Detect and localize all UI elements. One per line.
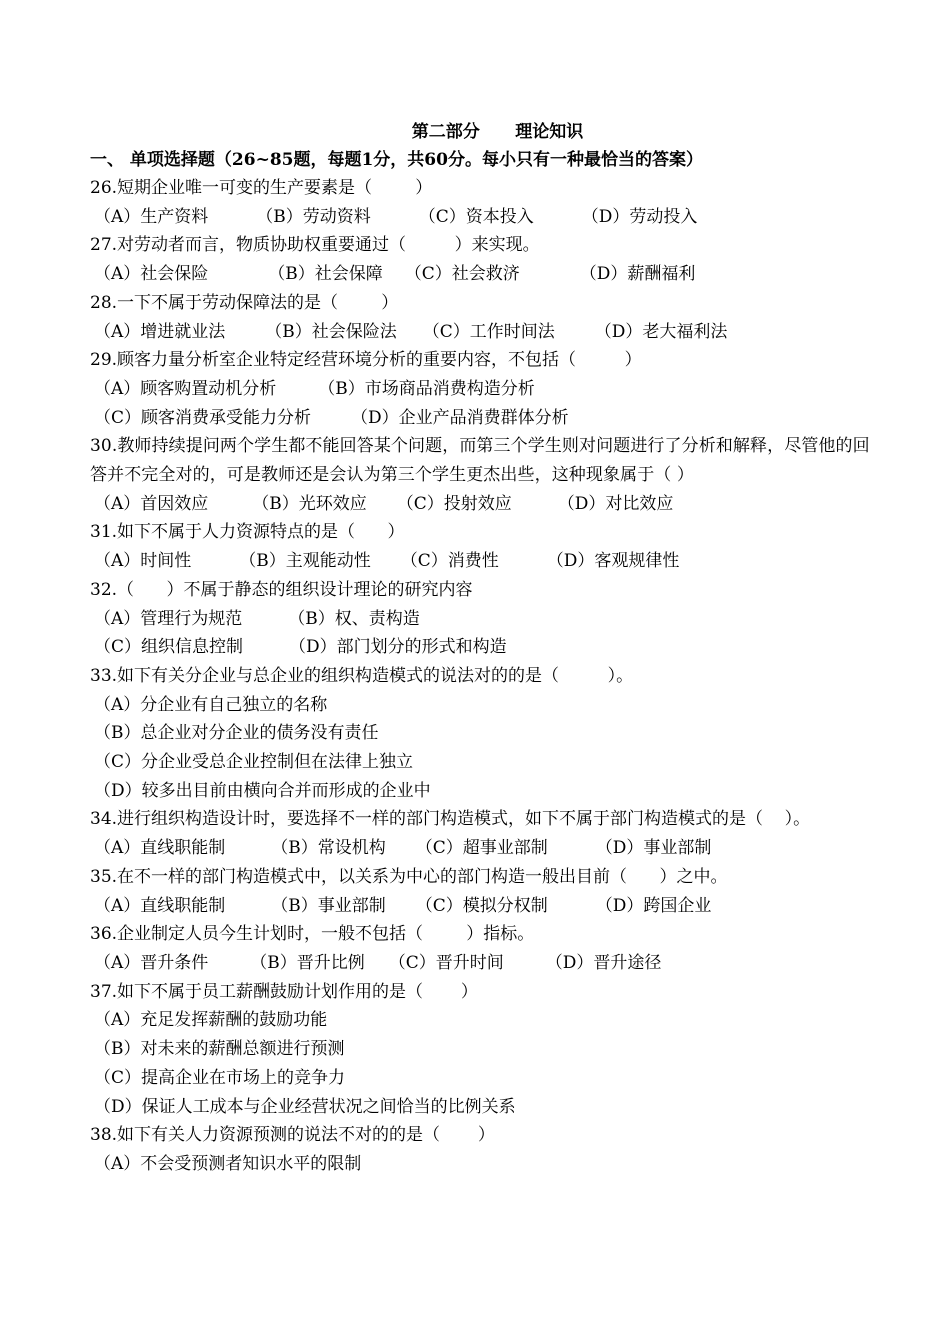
option-line xyxy=(94,892,880,921)
answer-option: （A）社会保险 xyxy=(94,264,209,285)
answer-option: （A）时间性 xyxy=(94,551,192,572)
answer-option: （D）较多出目前由横向合并而形成的企业中 xyxy=(94,780,431,801)
question-list xyxy=(90,174,880,1179)
answer-option: （B）社会保障 xyxy=(268,264,383,285)
question-item xyxy=(90,518,880,575)
answer-option: （B）权、责构造 xyxy=(288,608,420,629)
option-line xyxy=(94,1093,880,1122)
question-item xyxy=(90,231,880,288)
option-line xyxy=(94,605,880,634)
question-text: 28.一下不属于劳动保障法的是（ ） xyxy=(90,292,399,313)
answer-option: （D）客观规律性 xyxy=(546,551,680,572)
answer-option: （C）社会救济 xyxy=(404,264,520,285)
answer-option: （D）保证人工成本与企业经营状况之间恰当的比例关系 xyxy=(94,1096,516,1117)
answer-option: （C）分企业受总企业控制但在法律上独立 xyxy=(94,752,414,773)
answer-option: （C）资本投入 xyxy=(418,206,534,227)
option-line xyxy=(94,260,880,289)
option-line xyxy=(94,834,880,863)
question-text: 36.企业制定人员今生计划时，一般不包括（ ）指标。 xyxy=(90,924,535,945)
question-item xyxy=(90,289,880,346)
question-item xyxy=(90,863,880,920)
question-item xyxy=(90,1121,880,1178)
answer-option: （C）晋升时间 xyxy=(388,952,504,973)
question-text: 35.在不一样的部门构造模式中，以关系为中心的部门构造一般出目前（ ）之中。 xyxy=(90,866,728,887)
answer-option: （B）主观能动性 xyxy=(239,551,371,572)
answer-option: （A）管理行为规范 xyxy=(94,608,243,629)
option-line xyxy=(94,719,880,748)
answer-option: （B）社会保险法 xyxy=(265,321,397,342)
question-text: 27.对劳动者而言，物质协助权重要通过（ ）来实现。 xyxy=(90,235,540,256)
question-text: 37.如下不属于员工薪酬鼓励计划作用的是（ ） xyxy=(90,981,478,1002)
question-item xyxy=(90,978,880,1122)
answer-option: （D）晋升途径 xyxy=(545,952,662,973)
question-text: 32.（ ）不属于静态的组织设计理论的研究内容 xyxy=(90,579,473,600)
option-line xyxy=(94,1150,880,1179)
question-item xyxy=(90,174,880,231)
question-item xyxy=(90,920,880,977)
question-text: 30.教师持续提问两个学生都不能回答某个问题，而第三个学生则对问题进行了分析和解释，尽管他的回答并不完全对的，可是教师还是会认为第三个学生更杰出些，这种现象属于（ ） xyxy=(90,436,870,486)
option-line xyxy=(94,203,880,232)
answer-option: （C）组织信息控制 xyxy=(94,637,244,658)
answer-option: （D）对比效应 xyxy=(557,493,674,514)
answer-option: （C）投射效应 xyxy=(396,493,512,514)
option-line xyxy=(94,777,880,806)
answer-option: （C）顾客消费承受能力分析 xyxy=(94,407,312,428)
answer-option: （D）老大福利法 xyxy=(594,321,728,342)
option-line xyxy=(94,318,880,347)
answer-option: （B）总企业对分企业的债务没有责任 xyxy=(94,723,379,744)
answer-option: （A）直线职能制 xyxy=(94,895,226,916)
answer-option: （A）增进就业法 xyxy=(94,321,226,342)
answer-option: （A）分企业有自己独立的名称 xyxy=(94,694,328,715)
exam-page xyxy=(90,118,880,1179)
answer-option: （C）工作时间法 xyxy=(422,321,555,342)
question-text: 34.进行组织构造设计时，要选择不一样的部门构造模式，如下不属于部门构造模式的是（ ）。 xyxy=(90,809,811,830)
answer-option: （B）事业部制 xyxy=(271,895,386,916)
answer-option: （B）劳动资料 xyxy=(256,206,371,227)
option-line xyxy=(94,691,880,720)
answer-option: （C）超事业部制 xyxy=(415,838,548,859)
option-line xyxy=(94,547,880,576)
question-item xyxy=(90,432,880,518)
question-text: 26.短期企业唯一可变的生产要素是（ ） xyxy=(90,178,433,198)
answer-option: （A）首因效应 xyxy=(94,493,209,514)
question-item xyxy=(90,346,880,432)
answer-option: （B）对未来的薪酬总额进行预测 xyxy=(94,1039,345,1060)
answer-option: （B）常设机构 xyxy=(271,838,386,859)
question-text: 31.如下不属于人力资源特点的是（ ） xyxy=(90,522,405,543)
answer-option: （B）晋升比例 xyxy=(250,952,365,973)
answer-option: （D）部门划分的形式和构造 xyxy=(289,637,507,658)
answer-option: （A）顾客购置动机分析 xyxy=(94,378,277,399)
answer-option: （A）晋升条件 xyxy=(94,952,209,973)
question-text: 38.如下有关人力资源预测的说法不对的的是（ ） xyxy=(90,1125,495,1146)
question-text: 33.如下有关分企业与总企业的组织构造模式的说法对的的是（ ）。 xyxy=(90,665,634,686)
question-item xyxy=(90,576,880,662)
question-item xyxy=(90,662,880,806)
question-text: 29.顾客力量分析室企业特定经营环境分析的重要内容，不包括（ ） xyxy=(90,350,642,371)
answer-option: （D）企业产品消费群体分析 xyxy=(351,407,569,428)
option-line xyxy=(94,1006,880,1035)
answer-option: （C）模拟分权制 xyxy=(415,895,548,916)
answer-option: （B）市场商品消费构造分析 xyxy=(318,378,535,399)
option-line xyxy=(94,375,880,404)
option-line xyxy=(94,1064,880,1093)
answer-option: （B）光环效应 xyxy=(252,493,367,514)
page-title: 第二部分 理论知识 xyxy=(411,122,584,142)
option-line xyxy=(94,490,880,519)
answer-option: （D）薪酬福利 xyxy=(579,264,696,285)
answer-option: （C）提高企业在市场上的竞争力 xyxy=(94,1067,346,1088)
option-line xyxy=(94,404,880,433)
option-line xyxy=(94,748,880,777)
answer-option: （A）充足发挥薪酬的鼓励功能 xyxy=(94,1010,328,1031)
answer-option: （C）消费性 xyxy=(400,551,499,572)
answer-option: （D）劳动投入 xyxy=(581,206,698,227)
option-line xyxy=(94,633,880,662)
answer-option: （D）事业部制 xyxy=(595,838,712,859)
option-line xyxy=(94,949,880,978)
question-item xyxy=(90,805,880,862)
section-heading: 一、 单项选择题（26~85题，每题1分，共60分。每小只有一种最恰当的答案） xyxy=(90,150,703,170)
answer-option: （D）跨国企业 xyxy=(595,895,712,916)
answer-option: （A）生产资料 xyxy=(94,206,209,227)
option-line xyxy=(94,1035,880,1064)
answer-option: （A）直线职能制 xyxy=(94,838,226,859)
answer-option: （A）不会受预测者知识水平的限制 xyxy=(94,1153,362,1174)
